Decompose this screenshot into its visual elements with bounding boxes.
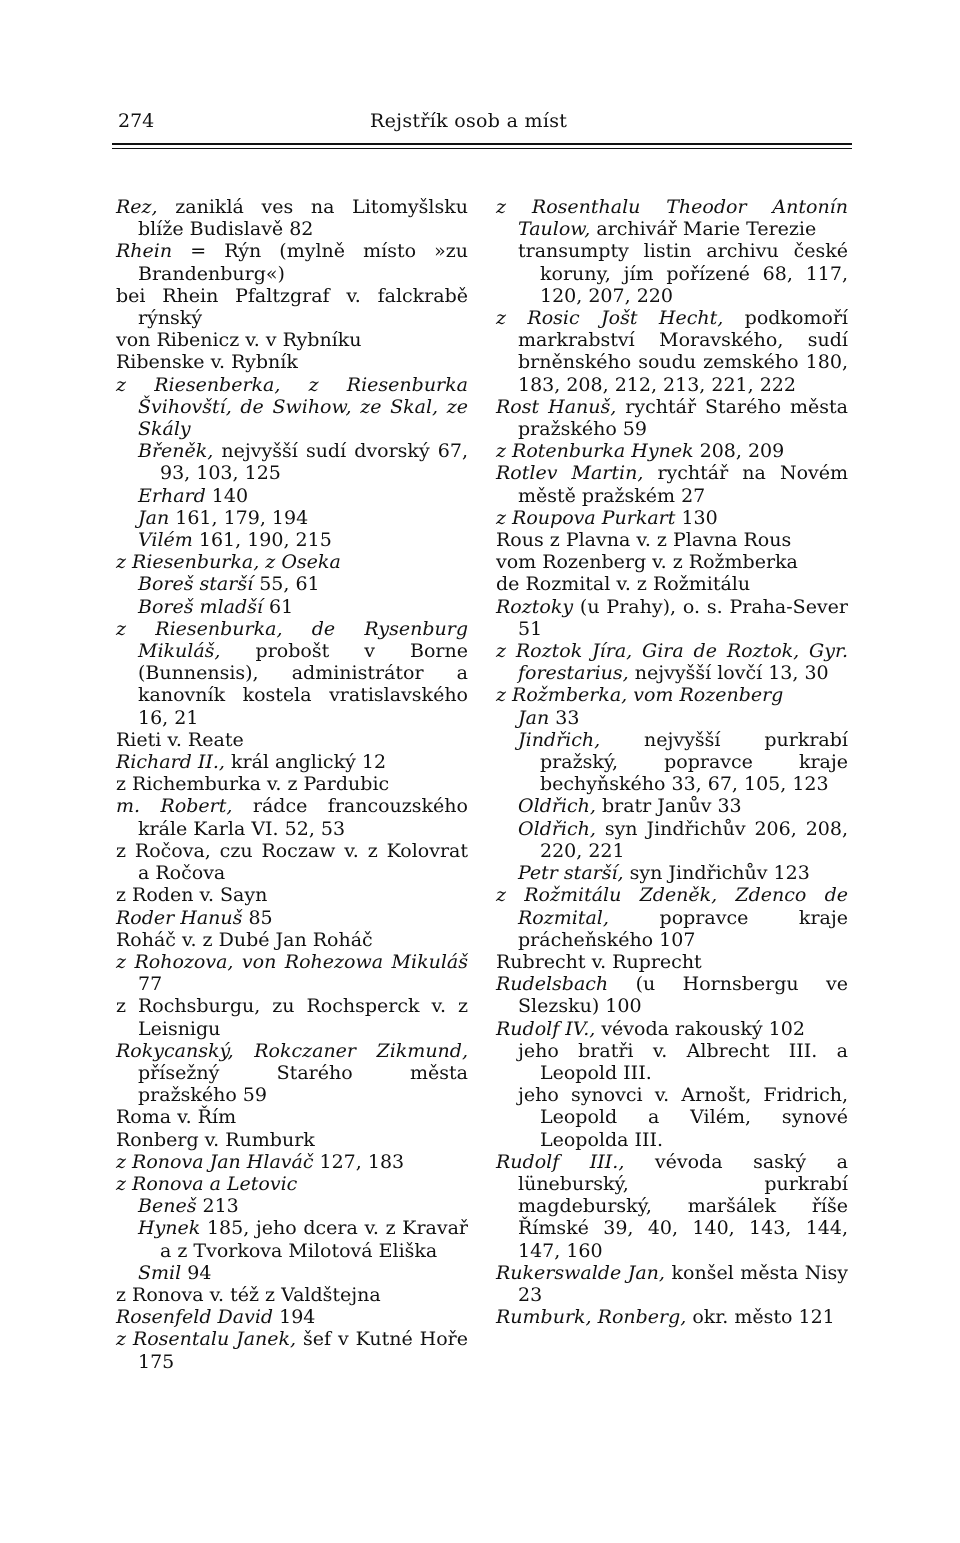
entry-text: 61 [262, 595, 294, 618]
entry-text: vévoda rakouský 102 [595, 1017, 805, 1040]
entry-heading: Rhein [116, 240, 173, 263]
index-entry [496, 462, 848, 506]
entry-heading: Rudolf IV., [496, 1017, 596, 1040]
index-entry [116, 951, 468, 995]
entry-text: šef v Kutné Hoře 175 [138, 1328, 468, 1373]
index-entry [496, 795, 848, 817]
entry-text: probošt v Borne (Bunnensis), administrátor a kanovník kostela vratislavského 16, 21 [138, 640, 468, 729]
index-entry [116, 795, 468, 839]
entry-text: 140 [205, 484, 249, 507]
entry-text: z Richemburka v. z Pardubic [116, 773, 390, 796]
entry-heading: Břeněk, [138, 440, 214, 463]
entry-text: bratr Janův 33 [595, 795, 742, 818]
index-entry [496, 973, 848, 1017]
entry-text: z Ronova v. též z Valdštejna [116, 1283, 381, 1306]
index-entry [116, 573, 468, 595]
entry-heading: z Riesenberka, z Riesenburka Švihovští, de Swihow, ze Skal, ze Skály [116, 373, 468, 441]
index-entry [496, 684, 848, 706]
entry-text: jeho bratři v. Albrecht III. a Leopold III. [518, 1039, 848, 1084]
index-entry [116, 329, 468, 351]
entry-text: okr. město 121 [686, 1306, 835, 1329]
entry-text: 213 [196, 1195, 239, 1218]
entry-heading: Hynek [138, 1217, 201, 1240]
index-entry [116, 1106, 468, 1128]
entry-heading: z Riesenburka, de Rysenburg Mikuláš, [116, 617, 468, 663]
index-entry [116, 529, 468, 551]
index-entry [496, 951, 848, 973]
entry-text: 94 [181, 1261, 212, 1284]
index-entry [496, 862, 848, 884]
index-entry [116, 485, 468, 507]
index-entry [116, 773, 468, 795]
entry-text: přísežný Starého města pražského 59 [138, 1061, 468, 1107]
entry-text: syn Jindřichův 206, 208, 220, 221 [540, 817, 848, 862]
entry-heading: Oldřich, [518, 817, 596, 840]
entry-heading: Rost Hanuš, [496, 395, 617, 418]
entry-text: 77 [138, 973, 163, 996]
index-entry [116, 995, 468, 1039]
entry-text: rychtář Starého města pražského 59 [518, 395, 848, 441]
entry-text: z Roden v. Sayn [116, 884, 268, 907]
entry-heading: Boreš mladší [138, 595, 263, 618]
index-entry [496, 1262, 848, 1306]
entry-heading: Smil [138, 1261, 182, 1284]
index-entry [116, 507, 468, 529]
index-entry [116, 196, 468, 240]
entry-heading: Rez, [116, 196, 158, 218]
index-entry [496, 396, 848, 440]
index-entry [116, 1129, 468, 1151]
entry-heading: Jan [138, 506, 170, 529]
entry-text: syn Jindřichův 123 [623, 862, 810, 885]
entry-heading: Boreš starší [138, 573, 254, 596]
index-entry [496, 507, 848, 529]
entry-text: = Rýn (mylně místo »zu Brandenburg«) [138, 240, 468, 285]
entry-text: 127, 183 [313, 1150, 405, 1173]
entry-heading: z Rosic Jošt Hecht, [496, 307, 724, 330]
entry-heading: z Ronova Jan Hlaváč [116, 1150, 314, 1173]
entry-heading: z Rosentalu Janek, [116, 1328, 297, 1351]
entry-text: bei Rhein Pfaltzgraf v. falckrabě rýnský [116, 284, 468, 330]
index-entry [116, 1151, 468, 1173]
entry-text: 85 [242, 906, 273, 929]
entry-heading: Rumburk, Ronberg, [496, 1306, 687, 1329]
index-entry [116, 1217, 468, 1261]
entry-text: Rous z Plavna v. z Plavna Rous [496, 529, 792, 552]
entry-heading: z Rožmberka, vom Rozenberg [496, 684, 784, 707]
entry-text: (u Hornsbergu ve Slezsku) 100 [518, 973, 848, 1018]
entry-text: vom Rozenberg v. z Rožmberka [496, 551, 798, 574]
index-entry [116, 1306, 468, 1328]
index-entry [116, 1173, 468, 1195]
index-entry [116, 285, 468, 329]
index-entry [116, 1328, 468, 1372]
header-rule [112, 143, 852, 145]
index-entry [116, 884, 468, 906]
entry-heading: Rudelsbach [496, 973, 609, 996]
entry-text: nejvyšší purkrabí pražský, popravce kraje bechyňského 33, 67, 105, 123 [540, 728, 848, 796]
entry-heading: Richard II., [116, 751, 225, 774]
entry-text: von Ribenicz v. v Rybníku [116, 329, 362, 352]
index-entry [116, 751, 468, 773]
index-entry [496, 196, 848, 240]
entry-text: z Ročova, czu Roczaw v. z Kolovrat a Ročova [116, 839, 468, 885]
entry-text: 185, jeho dcera v. z Kravař a z Tvorkova Milotová Eliška [160, 1217, 468, 1262]
entry-text: 33 [549, 706, 580, 729]
index-entry [116, 240, 468, 284]
index-entry [116, 351, 468, 373]
index-entry [116, 1284, 468, 1306]
entry-text: archivář Marie Terezie [590, 218, 817, 241]
index-entry [496, 573, 848, 595]
index-entry [496, 240, 848, 307]
index-entry [496, 596, 848, 640]
index-entry [496, 1151, 848, 1262]
entry-text: 130 [675, 506, 718, 529]
index-entry [116, 618, 468, 729]
entry-text: Roma v. Řím [116, 1106, 237, 1129]
entry-text: Rieti v. Reate [116, 728, 244, 751]
entry-text: de Rozmital v. z Rožmitálu [496, 573, 751, 596]
entry-text: Rubrecht v. Ruprecht [496, 950, 702, 973]
index-entry [496, 307, 848, 396]
index-entry [496, 640, 848, 684]
index-entry [496, 1040, 848, 1084]
index-column-right [496, 196, 848, 1328]
entry-text: z Rochsburgu, zu Rochsperck v. z Leisnigu [116, 995, 468, 1040]
index-entry [116, 840, 468, 884]
index-entry [496, 1306, 848, 1328]
entry-heading: Erhard [138, 484, 206, 507]
entry-heading: Vilém [138, 529, 193, 552]
entry-text: jeho synovci v. Arnošt, Fridrich, Leopold a Vilém, synové Leopolda III. [518, 1084, 848, 1151]
entry-text: nejvyšší sudí dvorský 67, 93, 103, 125 [160, 440, 468, 485]
entry-text: 194 [273, 1306, 316, 1329]
entry-heading: Roder Hanuš [116, 906, 243, 929]
index-entry [496, 529, 848, 551]
index-entry [496, 884, 848, 951]
entry-heading: z Rosenthalu Theodor Antonín Taulow, [496, 196, 848, 241]
entry-heading: Rudolf III., [496, 1150, 625, 1173]
index-column-left [116, 196, 468, 1373]
index-entry [496, 440, 848, 462]
index-entry [116, 440, 468, 484]
entry-heading: z Roztok Jíra, Gira de Roztok, Gyr. forestarius, [496, 640, 848, 685]
entry-text: Ribenske v. Rybník [116, 351, 298, 374]
index-entry [116, 1262, 468, 1284]
index-entry [116, 1040, 468, 1107]
index-entry [116, 374, 468, 441]
entry-text: Roháč v. z Dubé Jan Roháč [116, 928, 373, 951]
entry-heading: z Ronova a Letovic [116, 1172, 298, 1195]
entry-text: Ronberg v. Rumburk [116, 1128, 315, 1151]
entry-text: vévoda saský a lüneburský, purkrabí magdeburský, maršálek říše Římské 39, 40, 140, 143, 144, 147, 160 [518, 1150, 848, 1262]
index-entry [116, 596, 468, 618]
page-header [112, 106, 857, 136]
index-entry [496, 1018, 848, 1040]
entry-text: popravce kraje práchеňského 107 [518, 906, 848, 951]
page-number: 274 [118, 110, 155, 132]
entry-text: rychtář na Novém městě pražském 27 [518, 462, 848, 507]
entry-heading: Roztoky [496, 595, 574, 618]
index-entry [116, 907, 468, 929]
entry-text: zaniklá ves na Litomyšlsku blíže Budislavě 82 [138, 196, 468, 241]
entry-heading: z Rotenburka Hynek [496, 440, 694, 463]
index-entry [496, 1084, 848, 1151]
entry-heading: z Rožmitálu Zdeněk, Zdenco de Rozmital, [496, 884, 848, 929]
index-entry [116, 551, 468, 573]
entry-text: král anglický 12 [224, 751, 387, 774]
entry-heading: Rukerswalde Jan, [496, 1261, 665, 1284]
entry-heading: z Rohozova, von Rohezowa Mikuláš [116, 950, 468, 973]
entry-heading: Jindřich, [518, 728, 601, 751]
entry-heading: m. Robert, [116, 795, 233, 818]
entry-heading: Oldřich, [518, 795, 596, 818]
entry-text: 208, 209 [693, 440, 785, 463]
entry-heading: Rokycanský, Rokczaner Zikmund, [116, 1039, 468, 1062]
index-entry [116, 729, 468, 751]
entry-heading: Rotlev Martin, [496, 462, 644, 485]
entry-text: (u Prahy), o. s. Praha-Sever 51 [518, 595, 848, 640]
header-rule-thin [112, 148, 852, 149]
entry-heading: z Riesenburka, z Oseka [116, 551, 341, 574]
index-entry [496, 707, 848, 729]
entry-text: 161, 190, 215 [192, 529, 332, 552]
index-entry [116, 929, 468, 951]
index-entry [116, 1195, 468, 1217]
index-entry [496, 551, 848, 573]
entry-text: transumpty listin archivu české koruny, jím pořízené 68, 117, 120, 207, 220 [518, 240, 848, 307]
entry-heading: z Roupova Purkart [496, 506, 676, 529]
entry-heading: Petr starší, [518, 862, 624, 885]
entry-text: 161, 179, 194 [169, 506, 309, 529]
entry-text: 55, 61 [253, 573, 320, 596]
index-entry [496, 729, 848, 796]
entry-heading: Rosenfeld David [116, 1306, 274, 1329]
entry-text: konšel města Nisy 23 [518, 1261, 848, 1306]
entry-text: nejvyšší lovčí 13, 30 [628, 662, 829, 685]
entry-text: rádce francouzského krále Karla VI. 52, 53 [138, 795, 468, 840]
entry-heading: Beneš [138, 1195, 197, 1218]
running-title: Rejstřík osob a míst [370, 110, 568, 132]
entry-text: podkomoří markrabství Moravského, sudí brněnského soudu zemského 180, 183, 208, 212, 213, 221, 222 [518, 307, 849, 396]
entry-heading: Jan [518, 706, 550, 729]
index-entry [496, 818, 848, 862]
